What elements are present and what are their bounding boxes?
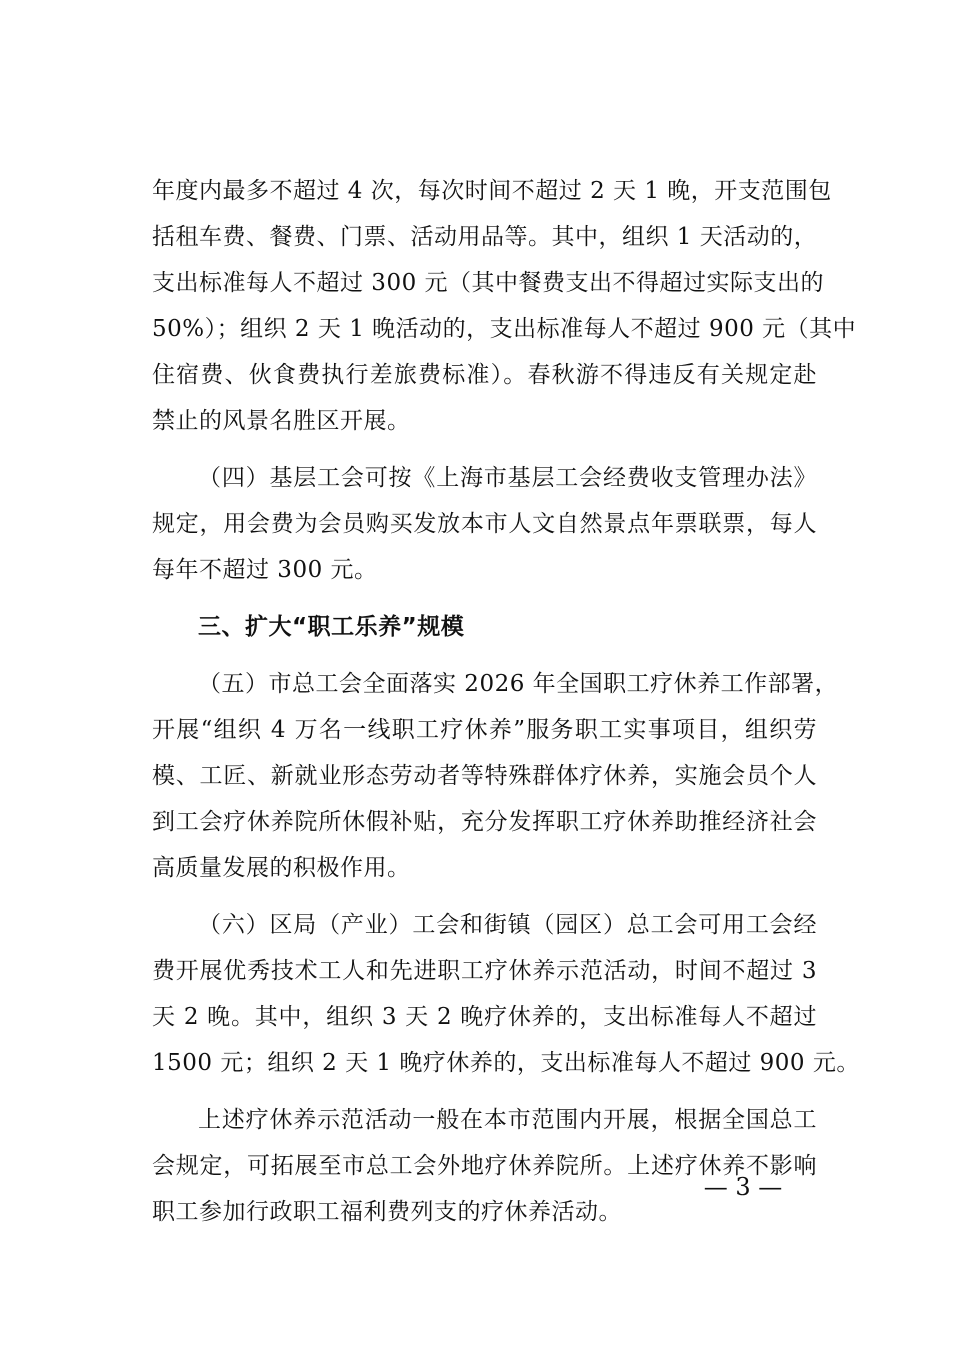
text-line: （四）基层工会可按《上海市基层工会经费收支管理办法》 (198, 465, 817, 491)
section-heading (152, 604, 817, 650)
text-line: 年度内最多不超过 4 次，每次时间不超过 2 天 1 晚，开支范围包 (152, 178, 832, 204)
text-line: 开展“组织 4 万名一线职工疗休养”服务职工实事项目，组织劳 (152, 717, 817, 743)
paragraph-continued (152, 168, 857, 444)
text-line: 上述疗休养示范活动一般在本市范围内开展，根据全国总工 (198, 1107, 817, 1133)
text-line: 费开展优秀技术工人和先进职工疗休养示范活动，时间不超过 3 (152, 958, 817, 984)
text-line: 支出标准每人不超过 300 元（其中餐费支出不得超过实际支出的 (152, 270, 825, 296)
page-number: — 3 — (703, 1173, 783, 1201)
text-line: 到工会疗休养院所休假补贴，充分发挥职工疗休养助推经济社会 (152, 809, 817, 835)
text-line: 50%）；组织 2 天 1 晚活动的，支出标准每人不超过 900 元（其中 (152, 316, 857, 342)
text-line: 模、工匠、新就业形态劳动者等特殊群体疗休养，实施会员个人 (152, 763, 817, 789)
text-line: 禁止的风景名胜区开展。 (152, 408, 411, 434)
paragraph-note (152, 1097, 817, 1235)
text-line: 职工参加行政职工福利费列支的疗休养活动。 (152, 1199, 622, 1225)
text-line: 括租车费、餐费、门票、活动用品等。其中，组织 1 天活动的， (152, 224, 818, 250)
section-heading-text: 三、扩大“职工乐养”规模 (198, 614, 465, 640)
text-line: 每年不超过 300 元。 (152, 557, 378, 583)
text-line: 会规定，可拓展至市总工会外地疗休养院所。上述疗休养不影响 (152, 1153, 817, 1179)
text-line: （六）区局（产业）工会和街镇（园区）总工会可用工会经 (198, 912, 817, 938)
text-line: 高质量发展的积极作用。 (152, 855, 411, 881)
text-line: 天 2 晚。其中，组织 3 天 2 晚疗休养的，支出标准每人不超过 (152, 1004, 817, 1030)
text-line: 规定，用会费为会员购买发放本市人文自然景点年票联票，每人 (152, 511, 817, 537)
text-line: 住宿费、伙食费执行差旅费标准）。春秋游不得违反有关规定赴 (152, 362, 817, 388)
document-body (152, 168, 860, 1235)
paragraph-item-4 (152, 455, 817, 593)
text-line: （五）市总工会全面落实 2026 年全国职工疗休养工作部署， (198, 671, 839, 697)
paragraph-item-5 (152, 661, 839, 891)
paragraph-item-6 (152, 902, 860, 1086)
text-line: 1500 元；组织 2 天 1 晚疗休养的，支出标准每人不超过 900 元。 (152, 1050, 860, 1076)
